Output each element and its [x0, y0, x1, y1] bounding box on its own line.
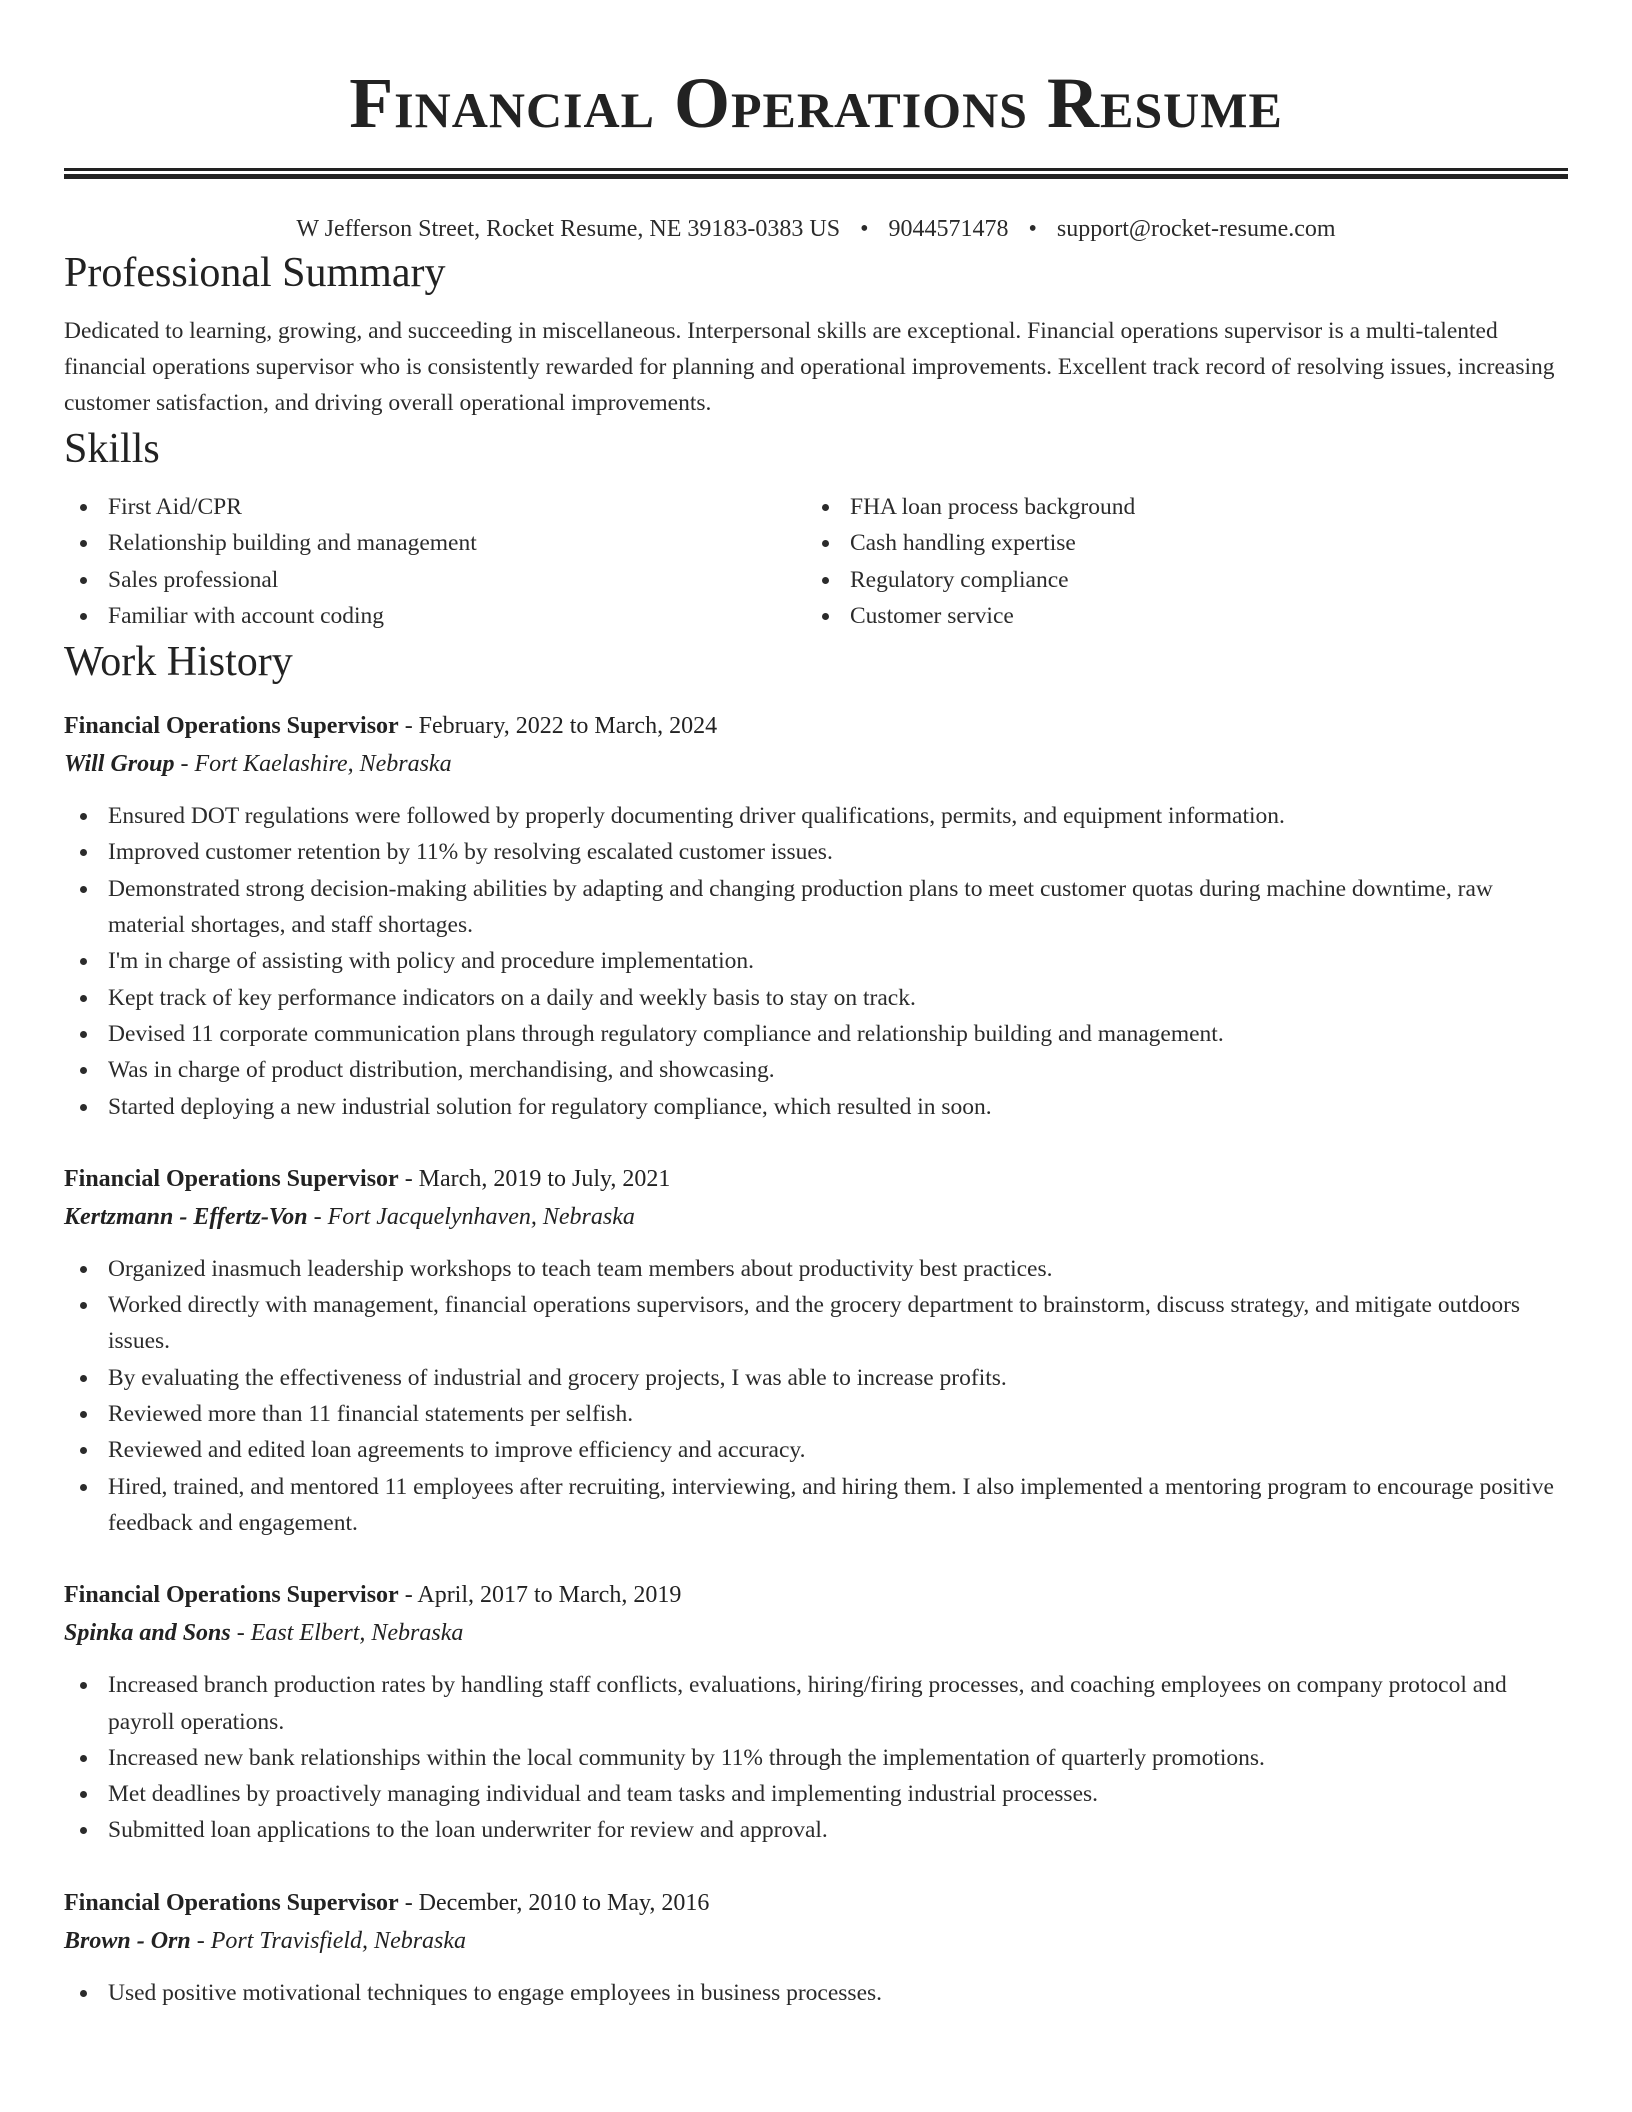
resume-title: Financial Operations Resume: [349, 63, 1283, 143]
job-dates: - March, 2019 to July, 2021: [398, 1165, 671, 1192]
duty-item: Met deadlines by proactively managing individual and team tasks and implementing industrial processes.: [64, 1776, 1568, 1812]
duty-item: Used positive motivational techniques to engage employees in business processes.: [64, 1975, 1568, 2011]
duty-item: Reviewed more than 11 financial statements per selfish.: [64, 1396, 1568, 1432]
job-company: Spinka and Sons: [64, 1620, 231, 1647]
duty-item: Improved customer retention by 11% by resolving escalated customer issues.: [64, 834, 1568, 870]
skills-heading: Skills: [64, 426, 160, 472]
contact-line: [64, 213, 1568, 245]
duty-item: Was in charge of product distribution, merchandising, and showcasing.: [64, 1052, 1568, 1088]
duty-item: Kept track of key performance indicators on a daily and weekly basis to stay on track.: [64, 980, 1568, 1016]
job-title: Financial Operations Supervisor: [64, 1582, 399, 1609]
job-location: - Port Travisfield, Nebraska: [190, 1927, 467, 1954]
duty-item: Devised 11 corporate communication plans through regulatory compliance and relationship building and management.: [64, 1016, 1568, 1052]
skill-item: Regulatory compliance: [806, 562, 1548, 598]
title-divider: [64, 168, 1568, 179]
duty-item: Hired, trained, and mentored 11 employees after recruiting, interviewing, and hiring them. I also implemented a mentoring program to encourage positive feedback and engagement.: [64, 1469, 1568, 1542]
duty-item: Increased branch production rates by handling staff conflicts, evaluations, hiring/firing processes, and coaching employees on company protocol and payroll operations.: [64, 1667, 1568, 1740]
skill-item: Relationship building and management: [64, 525, 806, 561]
duty-item: Demonstrated strong decision-making abilities by adapting and changing production plans to meet customer quotas during machine downtime, raw material shortages, and staff shortages.: [64, 871, 1568, 944]
resume-page: [64, 0, 1568, 2011]
contact-phone: 9044571478: [888, 216, 1009, 242]
skills-column-left: [64, 489, 806, 634]
job-company: Brown - Orn: [64, 1927, 191, 1954]
skill-item: Sales professional: [64, 562, 806, 598]
skills-column-right: [806, 489, 1548, 634]
contact-separator: •: [860, 216, 869, 242]
summary-text: Dedicated to learning, growing, and succeeding in miscellaneous. Interpersonal skills are exceptional. Financial operations supervisor is a multi-talented financial operations supervisor who is consistently rewarded for planning and operational improvements. Excellent track record of resolving issues, increasing customer satisfaction, and driving overall operational improvements.: [64, 318, 1555, 416]
job-dates: - April, 2017 to March, 2019: [398, 1582, 682, 1609]
duty-item: Submitted loan applications to the loan underwriter for review and approval.: [64, 1812, 1568, 1848]
job-title-line: [64, 1885, 1568, 1921]
job-entry: [64, 708, 1568, 1125]
job-title-line: [64, 1161, 1568, 1197]
duty-item: Started deploying a new industrial solution for regulatory compliance, which resulted in soon.: [64, 1089, 1568, 1125]
work-history-heading: Work History: [64, 639, 293, 686]
contact-email: support@rocket-resume.com: [1056, 216, 1336, 242]
skill-item: FHA loan process background: [806, 489, 1548, 525]
job-location: - Fort Kaelashire, Nebraska: [174, 751, 452, 778]
duty-item: Organized inasmuch leadership workshops to teach team members about productivity best practices.: [64, 1251, 1568, 1287]
skill-item: Familiar with account coding: [64, 598, 806, 634]
job-duties: [64, 1667, 1568, 1848]
duty-item: Ensured DOT regulations were followed by properly documenting driver qualifications, permits, and equipment information.: [64, 798, 1568, 834]
job-title-line: [64, 1577, 1568, 1613]
job-dates: - February, 2022 to March, 2024: [398, 713, 718, 740]
job-duties: [64, 798, 1568, 1125]
duty-item: By evaluating the effectiveness of industrial and grocery projects, I was able to increase profits.: [64, 1360, 1568, 1396]
job-entry: [64, 1161, 1568, 1541]
job-title: Financial Operations Supervisor: [64, 1889, 399, 1916]
summary-heading: Professional Summary: [64, 250, 446, 296]
contact-separator: •: [1028, 216, 1037, 242]
job-company: Kertzmann - Effertz-Von: [64, 1203, 308, 1230]
job-company-line: [64, 1613, 1568, 1653]
job-duties: [64, 1975, 1568, 2011]
job-title-line: [64, 708, 1568, 744]
job-title: Financial Operations Supervisor: [64, 1165, 399, 1192]
skill-item: First Aid/CPR: [64, 489, 806, 525]
job-company-line: [64, 744, 1568, 784]
job-company-line: [64, 1197, 1568, 1237]
skill-item: Cash handling expertise: [806, 525, 1548, 561]
job-title: Financial Operations Supervisor: [64, 713, 399, 740]
job-dates: - December, 2010 to May, 2016: [398, 1889, 710, 1916]
contact-address: W Jefferson Street, Rocket Resume, NE 39183-0383 US: [296, 216, 841, 242]
duty-item: Reviewed and edited loan agreements to improve efficiency and accuracy.: [64, 1432, 1568, 1468]
job-location: - Fort Jacquelynhaven, Nebraska: [307, 1203, 635, 1230]
job-company: Will Group: [64, 751, 175, 778]
job-company-line: [64, 1921, 1568, 1961]
duty-item: I'm in charge of assisting with policy and procedure implementation.: [64, 943, 1568, 979]
skill-item: Customer service: [806, 598, 1548, 634]
duty-item: Increased new bank relationships within the local community by 11% through the implementation of quarterly promotions.: [64, 1740, 1568, 1776]
job-location: - East Elbert, Nebraska: [230, 1620, 464, 1647]
job-duties: [64, 1251, 1568, 1541]
job-entry: [64, 1885, 1568, 2011]
skills-list: [64, 489, 1568, 634]
job-entry: [64, 1577, 1568, 1848]
duty-item: Worked directly with management, financial operations supervisors, and the grocery department to brainstorm, discuss strategy, and mitigate outdoors issues.: [64, 1287, 1568, 1360]
